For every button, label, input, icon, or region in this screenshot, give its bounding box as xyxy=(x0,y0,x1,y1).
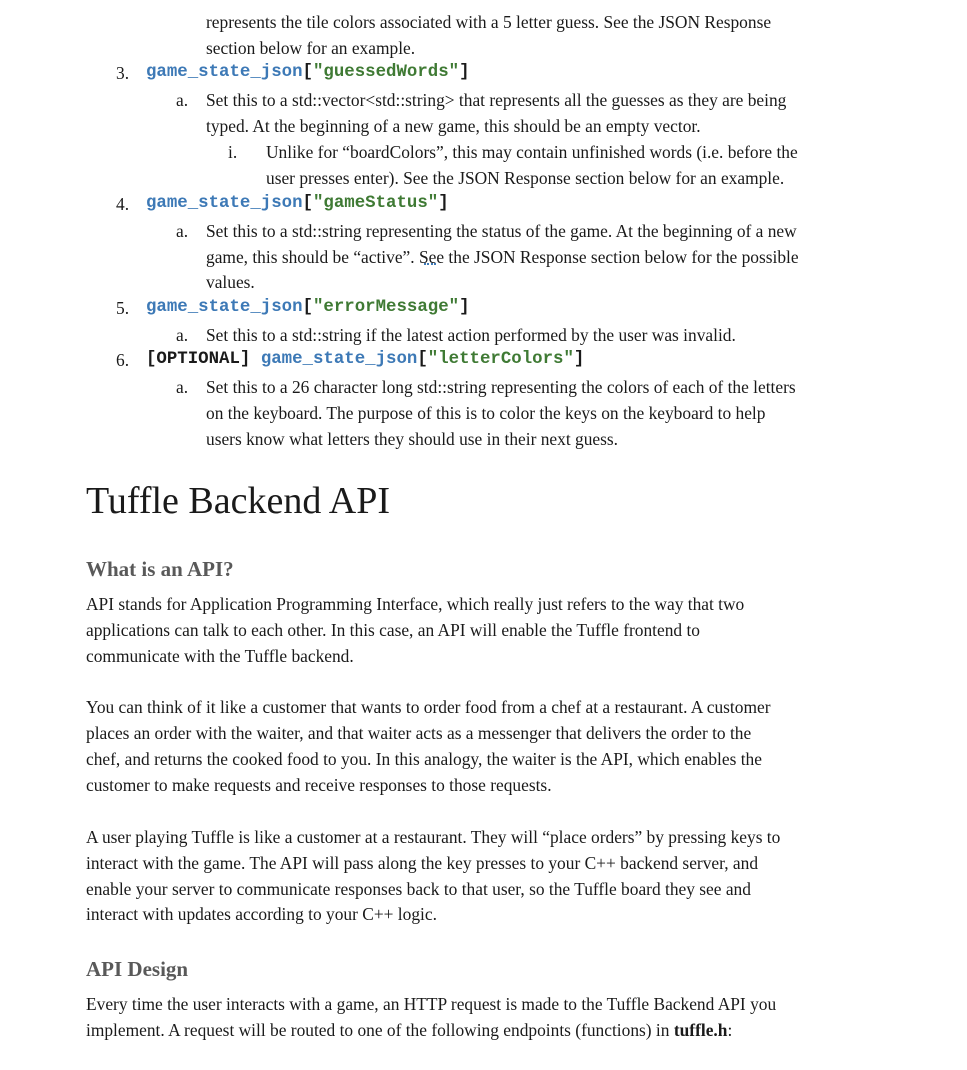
text-line: game, this should be “active”. See the JSON Response section below for the possible xyxy=(206,247,799,267)
code-key-error-message: game_state_json["errorMessage"] xyxy=(146,298,470,317)
text-line: Set this to a std::vector<std::string> that represents all the guesses as they are being xyxy=(206,90,787,110)
heading-api-design: API Design xyxy=(86,957,189,981)
paragraph-line: Every time the user interacts with a game, an HTTP request is made to the Tuffle Backend API you xyxy=(86,994,777,1014)
code-key-letter-colors: [OPTIONAL] game_state_json["letterColors"] xyxy=(146,350,585,369)
list-number: 6. xyxy=(116,350,130,370)
text-line: Set this to a std::string representing the status of the game. At the beginning of a new xyxy=(206,221,797,241)
paragraph-line: chef, and returns the cooked food to you. In this analogy, the waiter is the API, which enables the xyxy=(86,749,762,769)
text-line: Unlike for “boardColors”, this may contain unfinished words (i.e. before the xyxy=(266,142,798,162)
paragraph-line: You can think of it like a customer that wants to order food from a chef at a restaurant. A customer xyxy=(86,697,771,717)
paragraph-line: interact with the game. The API will pass along the key presses to your C++ backend server, and xyxy=(86,853,759,873)
text-line: Set this to a 26 character long std::string representing the colors of each of the letters xyxy=(206,377,796,397)
text-line: Set this to a std::string if the latest action performed by the user was invalid. xyxy=(206,325,736,345)
paragraph-line: enable your server to communicate responses back to that user, so the Tuffle board they see and xyxy=(86,879,751,899)
paragraph-line: A user playing Tuffle is like a customer at a restaurant. They will “place orders” by pressing keys to xyxy=(86,827,781,847)
text-line: on the keyboard. The purpose of this is to color the keys on the keyboard to help xyxy=(206,403,766,423)
list-marker: a. xyxy=(176,221,189,241)
code-key-guessed-words: game_state_json["guessedWords"] xyxy=(146,63,470,82)
paragraph-line: places an order with the waiter, and that waiter acts as a messenger that delivers the order to the xyxy=(86,723,752,743)
paragraph-line: communicate with the Tuffle backend. xyxy=(86,646,354,666)
text-line: values. xyxy=(206,272,255,292)
text-line: user presses enter). See the JSON Response section below for an example. xyxy=(266,168,785,188)
paragraph-line: interact with updates according to your C++ logic. xyxy=(86,904,437,924)
text-line: represents the tile colors associated with a 5 letter guess. See the JSON Response xyxy=(206,12,772,32)
list-marker: a. xyxy=(176,90,189,110)
list-number: 5. xyxy=(116,298,130,318)
comment-anchor-marker[interactable] xyxy=(424,263,436,265)
text-line: section below for an example. xyxy=(206,38,416,58)
paragraph-line: API stands for Application Programming Interface, which really just refers to the way that two xyxy=(86,594,745,614)
heading-what-is-api: What is an API? xyxy=(86,557,234,581)
paragraph-line: implement. A request will be routed to one of the following endpoints (functions) in tuffle.h: xyxy=(86,1020,733,1040)
text-line: users know what letters they should use in their next guess. xyxy=(206,429,618,449)
text-line: typed. At the beginning of a new game, this should be an empty vector. xyxy=(206,116,701,136)
section-title: Tuffle Backend API xyxy=(86,480,390,522)
paragraph-line: applications can talk to each other. In this case, an API will enable the Tuffle frontend to xyxy=(86,620,700,640)
list-number: 4. xyxy=(116,194,130,214)
list-marker: a. xyxy=(176,325,189,345)
code-key-game-status: game_state_json["gameStatus"] xyxy=(146,194,449,213)
list-marker: a. xyxy=(176,377,189,397)
paragraph-line: customer to make requests and receive responses to those requests. xyxy=(86,775,552,795)
list-marker: i. xyxy=(228,142,238,162)
list-number: 3. xyxy=(116,63,130,83)
file-name: tuffle.h xyxy=(673,1020,728,1040)
